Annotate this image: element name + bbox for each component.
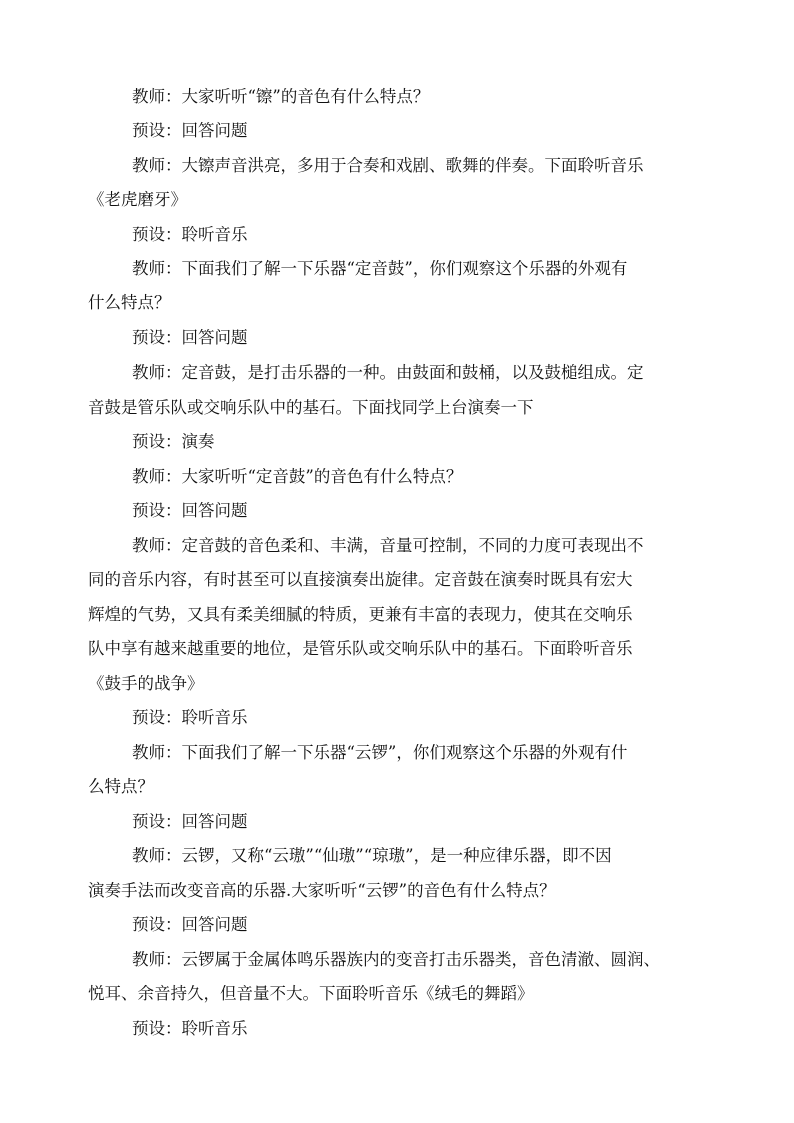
paragraph-line: 《老虎磨牙》: [88, 190, 187, 209]
paragraph-line: 预设：演奏: [132, 432, 215, 451]
paragraph-line: 教师：下面我们了解一下乐器“云锣”，你们观察这个乐器的外观有什: [132, 743, 628, 762]
paragraph-line: 教师：云锣，又称“云璈”“仙璈”“琼璈”，是一种应律乐器，即不因: [132, 846, 612, 865]
paragraph-line: 教师：云锣属于金属体鸣乐器族内的变音打击乐器类，音色清澈、圆润、: [132, 950, 660, 969]
paragraph-line: 教师：定音鼓的音色柔和、丰满，音量可控制，不同的力度可表现出不: [132, 536, 644, 555]
paragraph-line: 《鼓手的战争》: [88, 674, 204, 693]
paragraph-line: 演奏手法而改变音高的乐器.大家听听“云锣”的音色有什么特点？: [88, 881, 556, 900]
paragraph-line: 什么特点？: [88, 293, 171, 312]
paragraph-line: 预设：回答问题: [132, 812, 248, 831]
paragraph-line: 预设：回答问题: [132, 121, 248, 140]
paragraph-line: 音鼓是管乐队或交响乐队中的基石。下面找同学上台演奏一下: [88, 398, 534, 417]
paragraph-line: 预设：回答问题: [132, 915, 248, 934]
paragraph-line: 教师：大镲声音洪亮，多用于合奏和戏剧、歌舞的伴奏。下面聆听音乐: [132, 156, 644, 175]
paragraph-line: 么特点？: [88, 777, 154, 796]
paragraph-line: 同的音乐内容，有时甚至可以直接演奏出旋律。定音鼓在演奏时既具有宏大: [88, 570, 633, 589]
paragraph-line: 预设：聆听音乐: [132, 225, 248, 244]
paragraph-line: 预设：聆听音乐: [132, 708, 248, 727]
paragraph-line: 队中享有越来越重要的地位，是管乐队或交响乐队中的基石。下面聆听音乐: [88, 639, 633, 658]
paragraph-line: 教师：定音鼓，是打击乐器的一种。由鼓面和鼓桶，以及鼓槌组成。定: [132, 363, 644, 382]
paragraph-line: 预设：聆听音乐: [132, 1019, 248, 1038]
paragraph-line: 辉煌的气势，又具有柔美细腻的特质，更兼有丰富的表现力，使其在交响乐: [88, 605, 633, 624]
paragraph-line: 教师：下面我们了解一下乐器“定音鼓”，你们观察这个乐器的外观有: [132, 259, 628, 278]
paragraph-line: 教师：大家听听“镲”的音色有什么特点？: [132, 87, 430, 106]
paragraph-line: 悦耳、余音持久，但音量不大。下面聆听音乐《绒毛的舞蹈》: [88, 984, 534, 1003]
paragraph-line: 预设：回答问题: [132, 328, 248, 347]
paragraph-line: 预设：回答问题: [132, 501, 248, 520]
paragraph-line: 教师：大家听听“定音鼓”的音色有什么特点？: [132, 467, 463, 486]
